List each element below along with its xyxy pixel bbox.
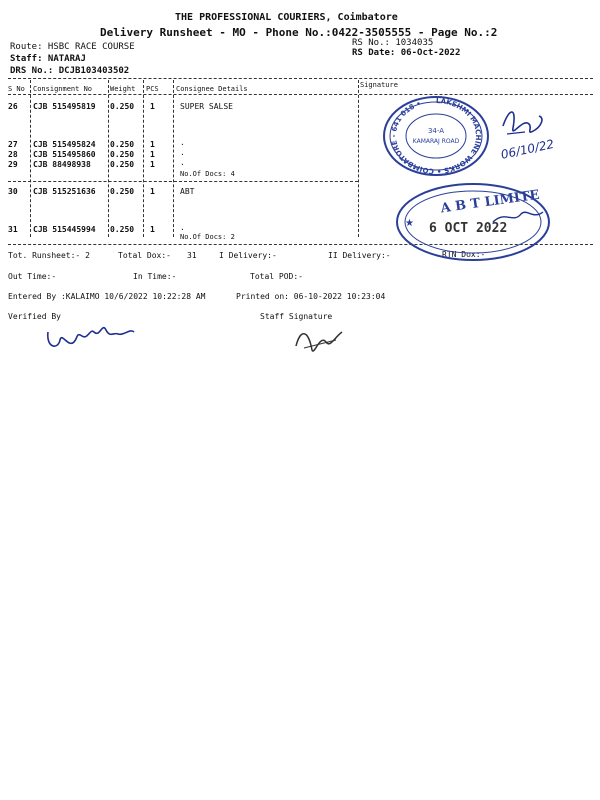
col-header-weight: Weight bbox=[110, 85, 136, 93]
svg-text:KAMARAJ ROAD: KAMARAJ ROAD bbox=[412, 138, 460, 145]
col-header-consignee: Consignee Details bbox=[176, 85, 248, 93]
row-consignment: CJB 88498938 bbox=[33, 160, 91, 169]
docs-count: No.Of Docs: 4 bbox=[180, 170, 235, 178]
row-consignee: ABT bbox=[180, 187, 195, 196]
company-seal-stamp bbox=[380, 95, 492, 180]
row-weight: 0.250 bbox=[110, 140, 135, 149]
row-consignment: CJB 515445994 bbox=[33, 225, 96, 234]
rtn-dox: RTN Dox:- bbox=[442, 250, 486, 259]
ii-delivery: II Delivery:- bbox=[328, 251, 391, 260]
row-sno: 27 bbox=[8, 140, 18, 149]
staff-signature-scribble bbox=[290, 320, 350, 360]
svg-text:6 OCT 2022: 6 OCT 2022 bbox=[429, 221, 508, 236]
row-consignment: CJB 515495824 bbox=[33, 140, 96, 149]
verified-by-label: Verified By bbox=[8, 312, 61, 321]
runsheet-title: Delivery Runsheet - MO - Phone No.:0422-3505555 - Page No.:2 bbox=[100, 26, 498, 39]
col-header-pcs: PCS bbox=[146, 85, 159, 93]
row-pcs: 1 bbox=[150, 187, 155, 196]
col-divider bbox=[108, 80, 109, 237]
row-consignment: CJB 515495819 bbox=[33, 102, 96, 111]
row-weight: 0.250 bbox=[110, 225, 135, 234]
col-header-consignment: Consignment No bbox=[33, 85, 93, 93]
col-divider bbox=[143, 80, 144, 237]
row-pcs: 1 bbox=[150, 150, 155, 159]
row-weight: 0.250 bbox=[110, 102, 135, 111]
row-weight: 0.250 bbox=[110, 187, 135, 196]
rs-number: RS No.: 1034035 bbox=[352, 38, 434, 48]
svg-text:06/10/22: 06/10/22 bbox=[499, 136, 556, 162]
company-name: THE PROFESSIONAL COURIERS, Coimbatore bbox=[175, 12, 398, 23]
group-separator bbox=[8, 181, 358, 182]
row-pcs: 1 bbox=[150, 102, 155, 111]
row-sno: 29 bbox=[8, 160, 18, 169]
total-pod: Total POD:- bbox=[250, 272, 303, 281]
row-consignee: . bbox=[180, 223, 185, 232]
row-pcs: 1 bbox=[150, 225, 155, 234]
header-rule-top bbox=[8, 78, 593, 79]
entered-by: Entered By :KALAIMO 10/6/2022 10:22:28 AM bbox=[8, 292, 206, 301]
receiver-signature bbox=[495, 98, 560, 163]
verified-by-signature bbox=[42, 318, 142, 358]
col-divider bbox=[358, 80, 359, 237]
total-dox-label: Total Dox:- bbox=[118, 251, 171, 260]
route-label: Route: HSBC RACE COURSE bbox=[10, 42, 135, 52]
header-rule-bottom bbox=[8, 94, 593, 95]
row-pcs: 1 bbox=[150, 160, 155, 169]
i-delivery: I Delivery:- bbox=[219, 251, 277, 260]
col-divider bbox=[173, 80, 174, 237]
svg-text:A B T LIMITE: A B T LIMITE bbox=[439, 187, 541, 217]
in-time: In Time:- bbox=[133, 272, 177, 281]
row-pcs: 1 bbox=[150, 140, 155, 149]
svg-text:LAKSHMI MACHINE WORKS • COIMBA: LAKSHMI MACHINE WORKS • COIMBATORE - 641 018 • bbox=[389, 96, 483, 176]
col-header-sno: S No bbox=[8, 85, 25, 93]
docs-count: No.Of Docs: 2 bbox=[180, 233, 235, 241]
row-sno: 31 bbox=[8, 225, 18, 234]
row-weight: 0.250 bbox=[110, 160, 135, 169]
col-header-signature: Signature bbox=[360, 81, 398, 89]
row-consignment: CJB 515251636 bbox=[33, 187, 96, 196]
row-consignee: . bbox=[180, 138, 185, 147]
row-sno: 28 bbox=[8, 150, 18, 159]
abt-stamp bbox=[393, 180, 553, 265]
svg-text:★: ★ bbox=[405, 218, 414, 229]
row-consignment: CJB 515495860 bbox=[33, 150, 96, 159]
row-sno: 26 bbox=[8, 102, 18, 111]
printed-on: Printed on: 06-10-2022 10:23:04 bbox=[236, 292, 386, 301]
row-consignee: . bbox=[180, 158, 185, 167]
rs-date: RS Date: 06-Oct-2022 bbox=[352, 48, 461, 58]
row-sno: 30 bbox=[8, 187, 18, 196]
col-divider bbox=[30, 80, 31, 237]
row-weight: 0.250 bbox=[110, 150, 135, 159]
total-runsheet: Tot. Runsheet:- 2 bbox=[8, 251, 90, 260]
svg-text:34-A: 34-A bbox=[427, 127, 445, 135]
row-consignee: SUPER SALSE bbox=[180, 102, 233, 111]
out-time: Out Time:- bbox=[8, 272, 57, 281]
staff-signature-label: Staff Signature bbox=[260, 312, 333, 321]
row-consignee: . bbox=[180, 148, 185, 157]
drs-number: DRS No.: DCJB103403502 bbox=[10, 66, 130, 76]
staff-label: Staff: NATARAJ bbox=[10, 54, 86, 64]
total-dox-value: 31 bbox=[187, 251, 197, 260]
